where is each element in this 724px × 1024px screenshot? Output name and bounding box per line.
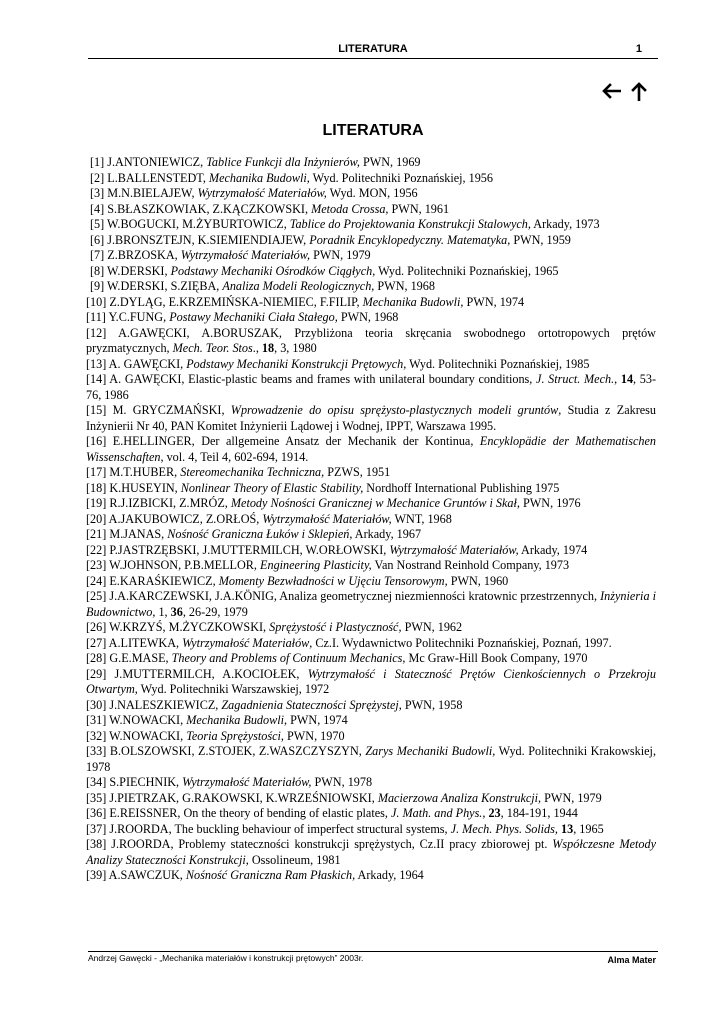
footer-publisher: Alma Mater [607, 955, 656, 965]
reference-text: Wyd. Politechniki Poznańskiej, 1956 [309, 170, 493, 185]
reference-text: [15] M. GRYCZMAŃSKI, [86, 403, 231, 417]
reference-text: Nośność Graniczna Łuków i Sklepień, [167, 527, 353, 541]
reference-text: Teoria Sprężystości, [186, 728, 284, 743]
reference-text: [2] L.BALLENSTEDT, [90, 170, 209, 185]
reference-text: [39] A.SAWCZUK, [86, 868, 186, 882]
reference-text: [34] S.PIECHNIK, [86, 775, 183, 789]
reference-text: PWN, 1979 [541, 790, 602, 805]
reference-text: Ossolineum, 1981 [248, 852, 341, 867]
reference-item [86, 202, 656, 218]
reference-text: PWN, 1959 [510, 232, 571, 247]
reference-text: , 26-29, 1979 [182, 604, 248, 619]
reference-text: [18] K.HUSEYIN, [86, 480, 181, 495]
reference-text: [35] J.PIETRZAK, G.RAKOWSKI, K.WRZEŚNIOWSKI, [86, 790, 378, 805]
reference-text: Mechanika Budowli, [208, 170, 310, 185]
reference-text: PWN, 1974 [463, 294, 525, 309]
reference-text: PWN, 1974 [287, 713, 348, 727]
reference-text: Wyd. Politechniki Poznańskiej, 1965 [375, 263, 559, 278]
reference-text: Sprężystość i Plastyczność, [269, 620, 402, 634]
reference-text: Zarys Mechaniki Budowli, [365, 744, 496, 758]
reference-text: Nośność Graniczna Ram Płaskich, [185, 868, 356, 882]
reference-item [86, 217, 656, 233]
reference-text: [12] A.GAWĘCKI, A.BORUSZAK, Przybliżona teoria skręcania swobodnego ortotropowych prętów pryzmatycznych, [86, 325, 656, 355]
reference-item [86, 310, 656, 326]
reference-item [86, 543, 656, 559]
footer-author: Andrzej Gawęcki - „Mechanika materiałów i konstrukcji prętowych” 2003r. [88, 953, 364, 963]
reference-item [86, 357, 656, 373]
reference-text: Podstawy Mechaniki Konstrukcji Prętowych, [186, 356, 407, 371]
reference-item [86, 651, 656, 667]
reference-item [86, 326, 656, 357]
reference-text: [13] A. GAWĘCKI, [86, 356, 187, 371]
reference-text: [21] M.JANAS, [86, 527, 168, 541]
reference-text: Współczesne Metody Analizy Stateczności Konstrukcji, [86, 837, 656, 867]
reference-text: [3] M.N.BIELAJEW, [90, 186, 198, 200]
reference-item [86, 837, 656, 868]
reference-item [86, 171, 656, 187]
reference-text: [23] W.JOHNSON, P.B.MELLOR, [86, 558, 261, 572]
reference-text: PWN, 1968 [374, 279, 435, 293]
reference-item [86, 264, 656, 280]
reference-item [86, 698, 656, 714]
reference-text: Metoda Crossa, [311, 201, 389, 216]
reference-item [86, 496, 656, 512]
reference-text: [30] J.NALESZKIEWICZ, [86, 697, 222, 712]
reference-text: [31] W.NOWACKI, [86, 713, 187, 727]
reference-text: [26] W.KRZYŚ, M.ŻYCZKOWSKI, [86, 620, 270, 634]
reference-text: Arkady, 1973 [530, 217, 600, 231]
reference-text: Wytrzymałość Materiałów, [262, 511, 392, 526]
reference-text: PWN, 1958 [401, 697, 463, 712]
reference-text: Podstawy Mechaniki Ośrodków Ciągłych, [170, 263, 376, 278]
reference-text: [5] W.BOGUCKI, M.ŻYBURTOWICZ, [90, 217, 290, 231]
reference-item [86, 233, 656, 249]
reference-item [86, 558, 656, 574]
reference-text: , vol. 4, Teil 4, 602-694, 1914. [160, 449, 309, 464]
reference-item [86, 806, 656, 822]
reference-item [86, 403, 656, 434]
reference-text: Engineering Plasticity, [260, 558, 372, 572]
reference-text: [9] W.DERSKI, S.ZIĘBA, [90, 279, 223, 293]
reference-text: [20] A.JAKUBOWICZ, Z.ORŁOŚ, [86, 511, 263, 526]
reference-text: [28] G.E.MASE, [86, 651, 172, 665]
reference-text: Postawy Mechaniki Ciała Stałego, [169, 310, 338, 324]
reference-item [86, 667, 656, 698]
reference-text: [4] S.BŁASZKOWIAK, Z.KĄCZKOWSKI, [90, 201, 312, 216]
reference-text: Theory and Problems of Continuum Mechanics, [171, 651, 406, 665]
reference-text: PWN, 1976 [519, 496, 581, 510]
page-footer [88, 953, 658, 967]
header-rule [88, 58, 658, 59]
arrow-up-icon[interactable] [628, 80, 650, 102]
reference-item [86, 868, 656, 884]
reference-text: Poradnik Encyklopedyczny. Matematyka, [309, 232, 511, 247]
reference-text: Encyklopädie der Mathematischen Wissenschaften [86, 434, 656, 464]
reference-item [86, 512, 656, 528]
reference-text: Wytrzymałość Materiałów [182, 635, 310, 650]
reference-text: , 3, 1980 [274, 341, 317, 355]
reference-text: 36 [170, 604, 183, 619]
reference-item [86, 589, 656, 620]
reference-list [86, 155, 656, 884]
reference-item [86, 186, 656, 202]
reference-text: [7] Z.BRZOSKA, [90, 248, 181, 262]
reference-item [86, 481, 656, 497]
reference-text: [10] Z.DYLĄG, E.KRZEMIŃSKA-NIEMIEC, F.FILIP, [86, 294, 363, 309]
reference-item [86, 465, 656, 481]
reference-text: Van Nostrand Reinhold Company, 1973 [371, 558, 570, 572]
reference-text: Macierzowa Analiza Konstrukcji, [377, 790, 542, 805]
reference-item [86, 527, 656, 543]
reference-text: Tablice do Projektowania Konstrukcji Stalowych, [289, 217, 531, 231]
reference-text: Mechanika Budowli, [362, 294, 464, 309]
reference-text: Wytrzymałość Materiałów, [182, 775, 312, 789]
reference-text: [8] W.DERSKI, [90, 263, 171, 278]
reference-text: 18 [261, 341, 275, 355]
reference-item [86, 279, 656, 295]
reference-text: Inżynieria i Budownictwo, [86, 589, 656, 619]
reference-text: Arkady, 1964 [355, 868, 424, 882]
reference-text: Wyd. Politechniki Poznańskiej, 1985 [406, 356, 590, 371]
reference-text: 23 [488, 806, 501, 820]
reference-text: PWN, 1979 [310, 248, 371, 262]
reference-text: 1, [155, 604, 171, 619]
reference-text: [19] R.J.IZBICKI, Z.MRÓZ, [86, 496, 231, 510]
reference-text: Wyd. Politechniki Warszawskiej, 1972 [137, 682, 330, 696]
reference-text: PWN, 1978 [311, 775, 373, 789]
reference-text: , 184-191, 1944 [500, 806, 578, 820]
reference-text: Wprowadzenie do opisu sprężysto-plastycznych modeli gruntów [230, 403, 559, 417]
reference-text: Mechanika Budowli, [186, 713, 288, 727]
reference-text: Metody Nośności Granicznej w Mechanice Gruntów i Skał, [230, 496, 520, 510]
reference-text: Wyd. MON, 1956 [326, 186, 418, 200]
reference-item [86, 636, 656, 652]
reference-item [86, 295, 656, 311]
reference-text: Wytrzymałość Materiałów, [389, 542, 519, 557]
reference-text: [1] J.ANTONIEWICZ, [90, 155, 207, 169]
reference-text: J. Struct. Mech., [536, 372, 618, 386]
reference-item [86, 822, 656, 838]
reference-text: [25] J.A.KARCZEWSKI, J.A.KÖNIG, Analiza geometrycznej niezmienności kratownic przestrzennych, [86, 589, 601, 603]
reference-text: Mech. Teor. Stos [172, 341, 253, 355]
reference-text: [29] J.MUTTERMILCH, A.KOCIOŁEK, [86, 666, 308, 681]
reference-text: Wyd. Politechniki Krakowskiej, 1978 [86, 744, 656, 774]
reference-item [86, 713, 656, 729]
reference-item [86, 155, 656, 171]
nav-buttons [600, 80, 650, 102]
reference-item [86, 574, 656, 590]
reference-text: Nonlinear Theory of Elastic Stability, [180, 480, 364, 495]
page-number: 1 [635, 43, 642, 55]
reference-text: Stereomechanika Techniczna, [180, 465, 325, 479]
reference-text: PWN, 1962 [401, 620, 463, 634]
reference-text: [27] A.LITEWKA, [86, 635, 183, 650]
reference-text: [17] M.T.HUBER, [86, 465, 181, 479]
reference-text: Zagadnienia Stateczności Sprężystej, [221, 697, 402, 712]
reference-text: 13 [561, 821, 574, 836]
reference-text: [32] W.NOWACKI, [86, 728, 187, 743]
reference-text: J. Math. and Phys., [390, 806, 486, 820]
reference-text: Wytrzymałość i Stateczność Prętów Cienkościennych o Przekroju Otwartym, [86, 666, 656, 696]
reference-text: PZWS, 1951 [324, 465, 391, 479]
reference-text: , Studia z Zakresu Inżynierii Nr 40, PAN Komitet Inżynierii Lądowej i Wodnej, IPPT, Warszawa 1995. [86, 403, 656, 433]
reference-text: [36] E.REISSNER, On the theory of bending of elastic plates, [86, 806, 391, 820]
reference-item [86, 372, 656, 403]
reference-text: J. Mech. Phys. Solids, [450, 821, 558, 836]
reference-text: Arkady, 1967 [352, 527, 422, 541]
reference-text: Wytrzymałość Materiałów, [180, 248, 311, 262]
reference-text: [33] B.OLSZOWSKI, Z.STOJEK, Z.WASZCZYSZYN, [86, 744, 366, 758]
reference-text: [14] A. GAWĘCKI, Elastic-plastic beams and frames with unilateral boundary conditions, [86, 372, 537, 386]
reference-item [86, 434, 656, 465]
reference-text: [22] P.JASTRZĘBSKI, J.MUTTERMILCH, W.ORŁOWSKI, [86, 542, 390, 557]
reference-text: [24] E.KARAŚKIEWICZ, [86, 573, 219, 588]
reference-text: Analiza Modeli Reologicznych, [222, 279, 375, 293]
reference-text: PWN, 1970 [283, 728, 345, 743]
reference-text: , 1965 [573, 821, 604, 836]
reference-text: PWN, 1968 [337, 310, 399, 324]
reference-text: WNT, 1968 [391, 511, 452, 526]
reference-text: [37] J.ROORDA, The buckling behaviour of imperfect structural systems, [86, 821, 451, 836]
reference-item [86, 729, 656, 745]
page-header [88, 42, 658, 58]
reference-text: Arkady, 1974 [518, 542, 588, 557]
reference-item [86, 775, 656, 791]
reference-text: Nordhoff International Publishing 1975 [363, 480, 560, 495]
header-title: LITERATURA [338, 43, 408, 55]
reference-text: ., [252, 341, 262, 355]
reference-text: PWN, 1961 [388, 201, 450, 216]
reference-item [86, 620, 656, 636]
reference-item [86, 744, 656, 775]
reference-text: [16] E.HELLINGER, Der allgemeine Ansatz der Mechanik der Kontinua, [86, 434, 480, 448]
reference-text: , Cz.I. Wydawnictwo Politechniki Poznańskiej, Poznań, 1997. [309, 635, 612, 650]
reference-text: [6] J.BRONSZTEJN, K.SIEMIENDIAJEW, [90, 232, 310, 247]
arrow-left-icon[interactable] [600, 80, 622, 102]
reference-text: Tablice Funkcji dla Inżynierów, [206, 155, 360, 169]
document-title: LITERATURA [322, 122, 424, 139]
reference-text: PWN, 1960 [447, 573, 509, 588]
reference-text: [38] J.ROORDA, Problemy stateczności konstrukcji sprężystych, Cz.II pracy zbiorowej pt. [86, 837, 553, 851]
reference-text: Wytrzymałość Materiałów, [197, 186, 327, 200]
reference-item [86, 791, 656, 807]
reference-text: [11] Y.C.FUNG, [86, 310, 170, 324]
reference-text: Mc Graw-Hill Book Company, 1970 [405, 651, 588, 665]
footer-rule [88, 951, 658, 952]
reference-item [86, 248, 656, 264]
reference-text: Momenty Bezwładności w Ujęciu Tensorowym, [218, 573, 448, 588]
reference-text: , 53-76, 1986 [86, 372, 657, 402]
reference-text: PWN, 1969 [359, 155, 421, 169]
reference-text: 14 [620, 372, 634, 386]
